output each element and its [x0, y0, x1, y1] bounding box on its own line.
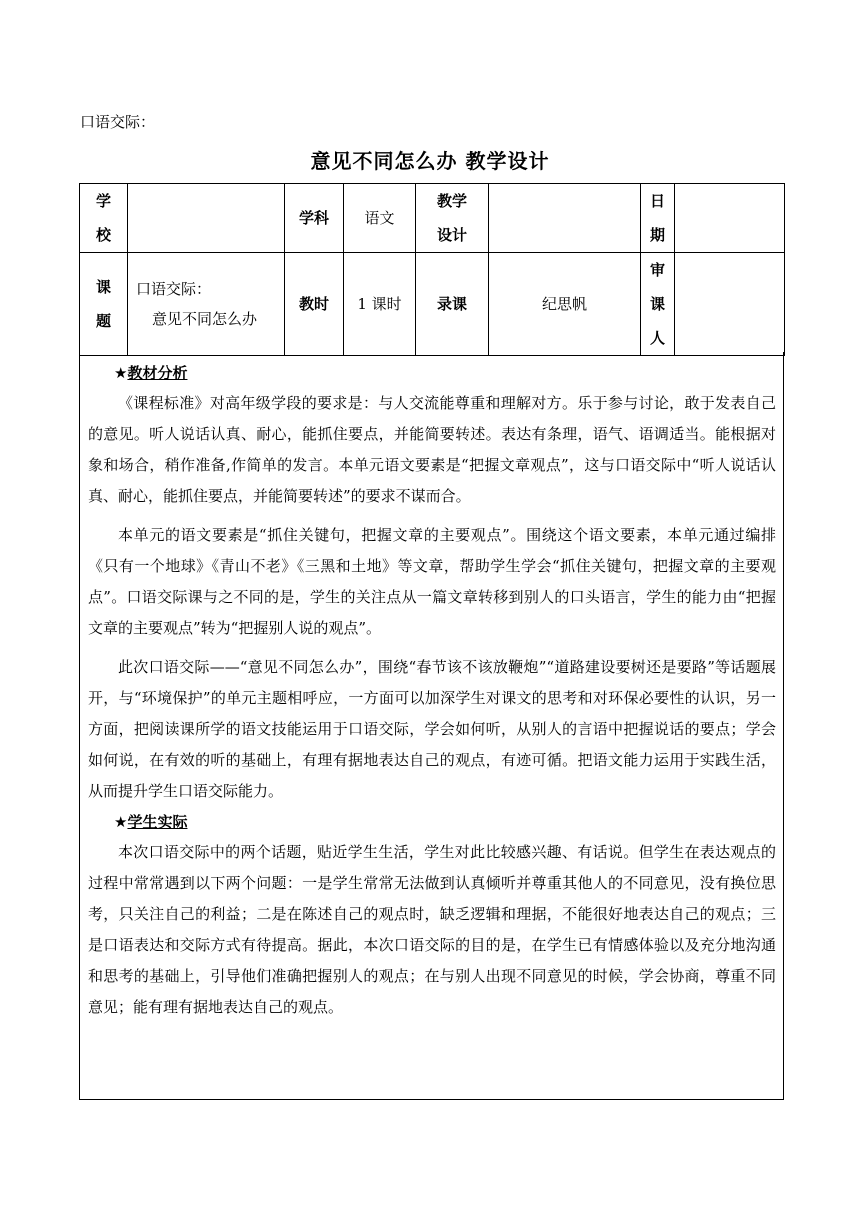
reviewer-value	[675, 253, 785, 356]
star-icon: ★	[114, 813, 128, 831]
subject-label: 学科	[285, 184, 344, 253]
paragraph: 本次口语交际中的两个话题，贴近学生生活，学生对此比较感兴趣、有话说。但学生在表达观点的过程中常常遇到以下两个问题：一是学生常常无法做到认真倾听并尊重其他人的不同意见，没有换位思考，只关注自己的利益；二是在陈述自己的观点时，缺乏逻辑和理据，不能很好地表达自己的观点；三是口语表达和交际方式有待提高。据此，本次口语交际的目的是，在学生已有情感体验以及充分地沟通和思考的基础上，引导他们准确把握别人的观点；在与别人出现不同意见的时候，学会协商，尊重不同意见；能有理有据地表达自己的观点。	[88, 843, 776, 1016]
hours-label: 教时	[285, 253, 344, 356]
topic-label: 课 题	[80, 253, 128, 356]
hours-value: 1 课时	[344, 253, 416, 356]
content-box	[79, 352, 784, 1100]
recorder-label: 录课	[416, 253, 489, 356]
date-label: 日 期	[641, 184, 675, 253]
school-label: 学 校	[80, 184, 128, 253]
info-table	[79, 183, 785, 356]
section-heading-textbook-analysis: ★教材分析	[114, 364, 188, 382]
school-value	[128, 184, 285, 253]
design-value	[489, 184, 641, 253]
recorder-value: 纪思帆	[489, 253, 641, 356]
pre-title: 口语交际：	[80, 113, 156, 131]
document-title: 意见不同怎么办 教学设计	[310, 149, 550, 173]
section-heading-student-situation: ★学生实际	[114, 813, 188, 831]
paragraph: 此次口语交际——“意见不同怎么办”，围绕“春节该不该放鞭炮”“道路建设要树还是要路”等话题展开，与“环境保护”的单元主题相呼应，一方面可以加深学生对课文的思考和对环保必要性的认识，另一方面，把阅读课所学的语文技能运用于口语交际，学会如何听，从别人的言语中把握说话的要点；学会如何说，在有效的听的基础上，有理有据地表达自己的观点，有迹可循。把语文能力运用于实践生活，从而提升学生口语交际能力。	[88, 658, 776, 800]
star-icon: ★	[114, 364, 128, 382]
table-row	[80, 253, 785, 356]
subject-value: 语文	[344, 184, 416, 253]
paragraph: 本单元的语文要素是“抓住关键句，把握文章的主要观点”。围绕这个语文要素，本单元通过编排《只有一个地球》《青山不老》《三黑和土地》等文章，帮助学生学会“抓住关键句，把握文章的主要观点”。口语交际课与之不同的是，学生的关注点从一篇文章转移到别人的口头语言，学生的能力由“把握文章的主要观点”转为“把握别人说的观点”。	[88, 526, 776, 637]
table-row	[80, 184, 785, 253]
topic-value: 口语交际： 意见不同怎么办	[128, 253, 285, 356]
paragraph: 《课程标准》对高年级学段的要求是：与人交流能尊重和理解对方。乐于参与讨论，敢于发表自己的意见。听人说话认真、耐心，能抓住要点，并能简要转述。表达有条理，语气、语调适当。能根据对象和场合，稍作准备,作简单的发言。本单元语文要素是“把握文章观点”，这与口语交际中“听人说话认真、耐心，能抓住要点，并能简要转述”的要求不谋而合。	[88, 394, 776, 505]
reviewer-label: 审 课 人	[641, 253, 675, 356]
date-value	[675, 184, 785, 253]
design-label: 教学 设计	[416, 184, 489, 253]
